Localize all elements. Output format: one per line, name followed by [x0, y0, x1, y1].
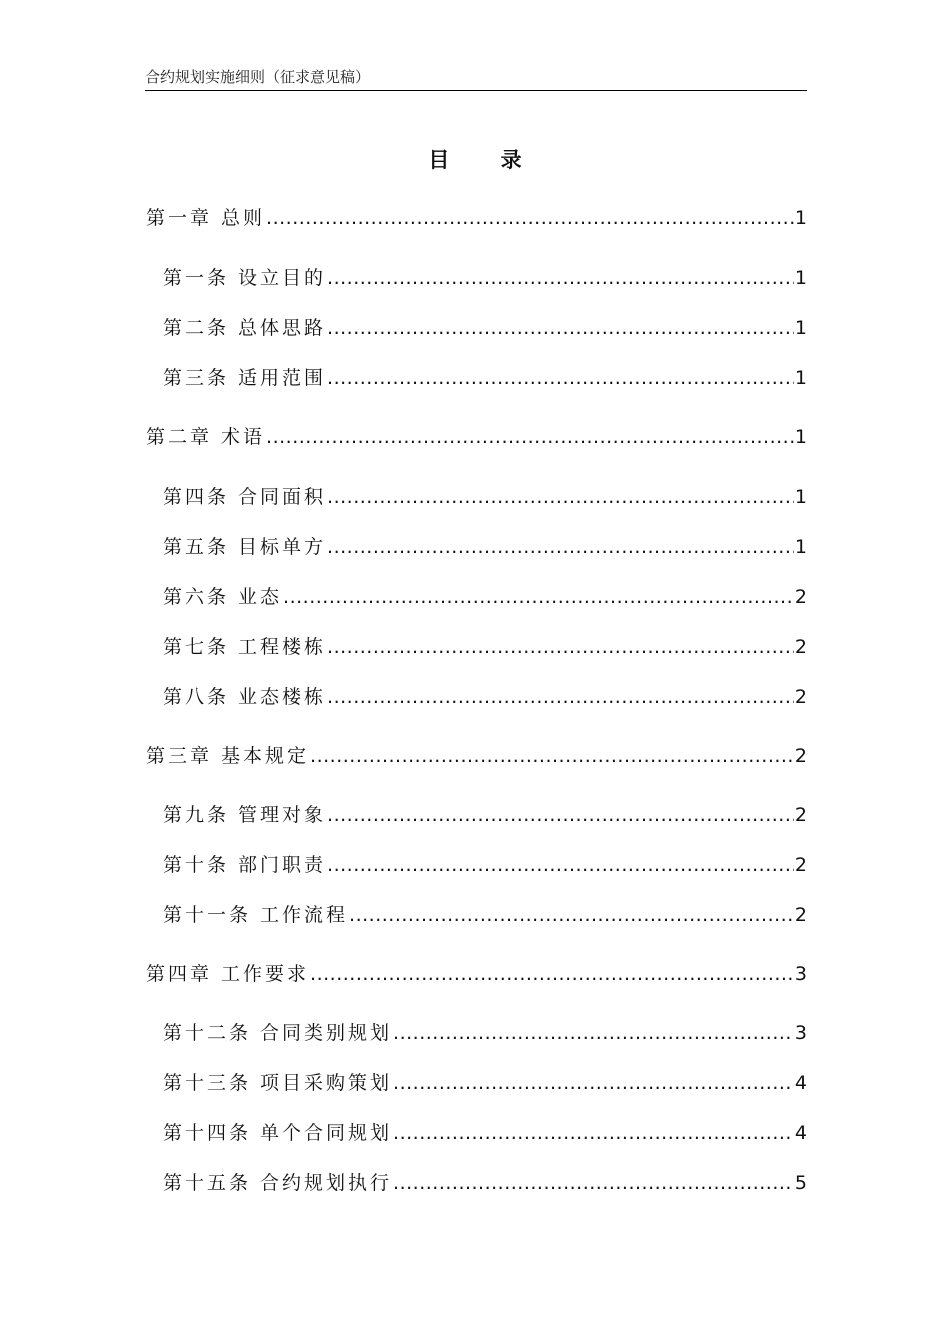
toc-page-number: 1 — [794, 426, 807, 448]
toc-entry-label: 第七条 工程楼栋 — [163, 636, 327, 658]
toc-page-number: 3 — [794, 1022, 807, 1044]
toc-page-number: 2 — [794, 854, 807, 876]
toc-title: 目 录 — [428, 148, 544, 172]
toc-page-number: 3 — [794, 963, 807, 985]
toc-chapter-entry[interactable] — [146, 204, 807, 232]
toc-entry-label: 第四章 工作要求 — [146, 963, 310, 985]
toc-page-number: 1 — [794, 536, 807, 558]
toc-entry-label: 第五条 目标单方 — [163, 536, 327, 558]
toc-entry-label: 第十五条 合约规划执行 — [163, 1172, 393, 1194]
toc-entry-label: 第十条 部门职责 — [163, 854, 327, 876]
toc-page-number: 2 — [794, 904, 807, 926]
toc-dot-leader — [327, 533, 794, 561]
toc-article-entry[interactable] — [163, 1019, 807, 1047]
toc-article-entry[interactable] — [163, 901, 807, 929]
running-header: 合约规划实施细则（征求意见稿） — [145, 66, 807, 91]
toc-entry-label: 第八条 业态楼栋 — [163, 686, 327, 708]
toc-dot-leader — [283, 583, 794, 611]
toc-page-number: 2 — [794, 804, 807, 826]
toc-chapter-entry[interactable] — [146, 742, 807, 770]
toc-page-number: 1 — [794, 207, 807, 229]
toc-article-entry[interactable] — [163, 801, 807, 829]
toc-entry-label: 第四条 合同面积 — [163, 486, 327, 508]
toc-page-number: 2 — [794, 686, 807, 708]
toc-dot-leader — [327, 633, 794, 661]
toc-dot-leader — [393, 1019, 794, 1047]
toc-article-entry[interactable] — [163, 483, 807, 511]
toc-page-number: 2 — [794, 745, 807, 767]
toc-article-entry[interactable] — [163, 1169, 807, 1197]
toc-page-number: 1 — [794, 486, 807, 508]
toc-entry-label: 第十一条 工作流程 — [163, 904, 349, 926]
toc-dot-leader — [266, 423, 794, 451]
toc-dot-leader — [327, 364, 794, 392]
toc-dot-leader — [310, 742, 794, 770]
toc-dot-leader — [349, 901, 794, 929]
toc-dot-leader — [327, 264, 794, 292]
toc-article-entry[interactable] — [163, 583, 807, 611]
toc-article-entry[interactable] — [163, 851, 807, 879]
toc-page-number: 1 — [794, 267, 807, 289]
toc-entry-label: 第三章 基本规定 — [146, 745, 310, 767]
toc-dot-leader — [310, 960, 794, 988]
toc-article-entry[interactable] — [163, 264, 807, 292]
toc-dot-leader — [327, 483, 794, 511]
toc-dot-leader — [393, 1119, 794, 1147]
toc-dot-leader — [327, 683, 794, 711]
toc-dot-leader — [393, 1069, 794, 1097]
toc-article-entry[interactable] — [163, 533, 807, 561]
toc-article-entry[interactable] — [163, 1119, 807, 1147]
toc-article-entry[interactable] — [163, 314, 807, 342]
toc-page-number: 1 — [794, 317, 807, 339]
toc-dot-leader — [266, 204, 794, 232]
toc-entry-label: 第一章 总则 — [146, 207, 266, 229]
toc-entry-label: 第九条 管理对象 — [163, 804, 327, 826]
toc-entry-label: 第十二条 合同类别规划 — [163, 1022, 393, 1044]
toc-entry-label: 第十四条 单个合同规划 — [163, 1122, 393, 1144]
toc-page-number: 4 — [794, 1072, 807, 1094]
toc-entry-label: 第六条 业态 — [163, 586, 283, 608]
toc-chapter-entry[interactable] — [146, 423, 807, 451]
toc-dot-leader — [327, 851, 794, 879]
toc-page-number: 5 — [794, 1172, 807, 1194]
toc-dot-leader — [327, 801, 794, 829]
toc-article-entry[interactable] — [163, 1069, 807, 1097]
toc-page-number: 2 — [794, 586, 807, 608]
toc-entry-label: 第一条 设立目的 — [163, 267, 327, 289]
toc-article-entry[interactable] — [163, 364, 807, 392]
toc-page-number: 1 — [794, 367, 807, 389]
toc-dot-leader — [327, 314, 794, 342]
toc-chapter-entry[interactable] — [146, 960, 807, 988]
toc-page-number: 2 — [794, 636, 807, 658]
toc-dot-leader — [393, 1169, 794, 1197]
toc-entry-label: 第二章 术语 — [146, 426, 266, 448]
toc-entry-label: 第三条 适用范围 — [163, 367, 327, 389]
toc-article-entry[interactable] — [163, 633, 807, 661]
toc-entry-label: 第十三条 项目采购策划 — [163, 1072, 393, 1094]
toc-entry-label: 第二条 总体思路 — [163, 317, 327, 339]
toc-article-entry[interactable] — [163, 683, 807, 711]
toc-page-number: 4 — [794, 1122, 807, 1144]
